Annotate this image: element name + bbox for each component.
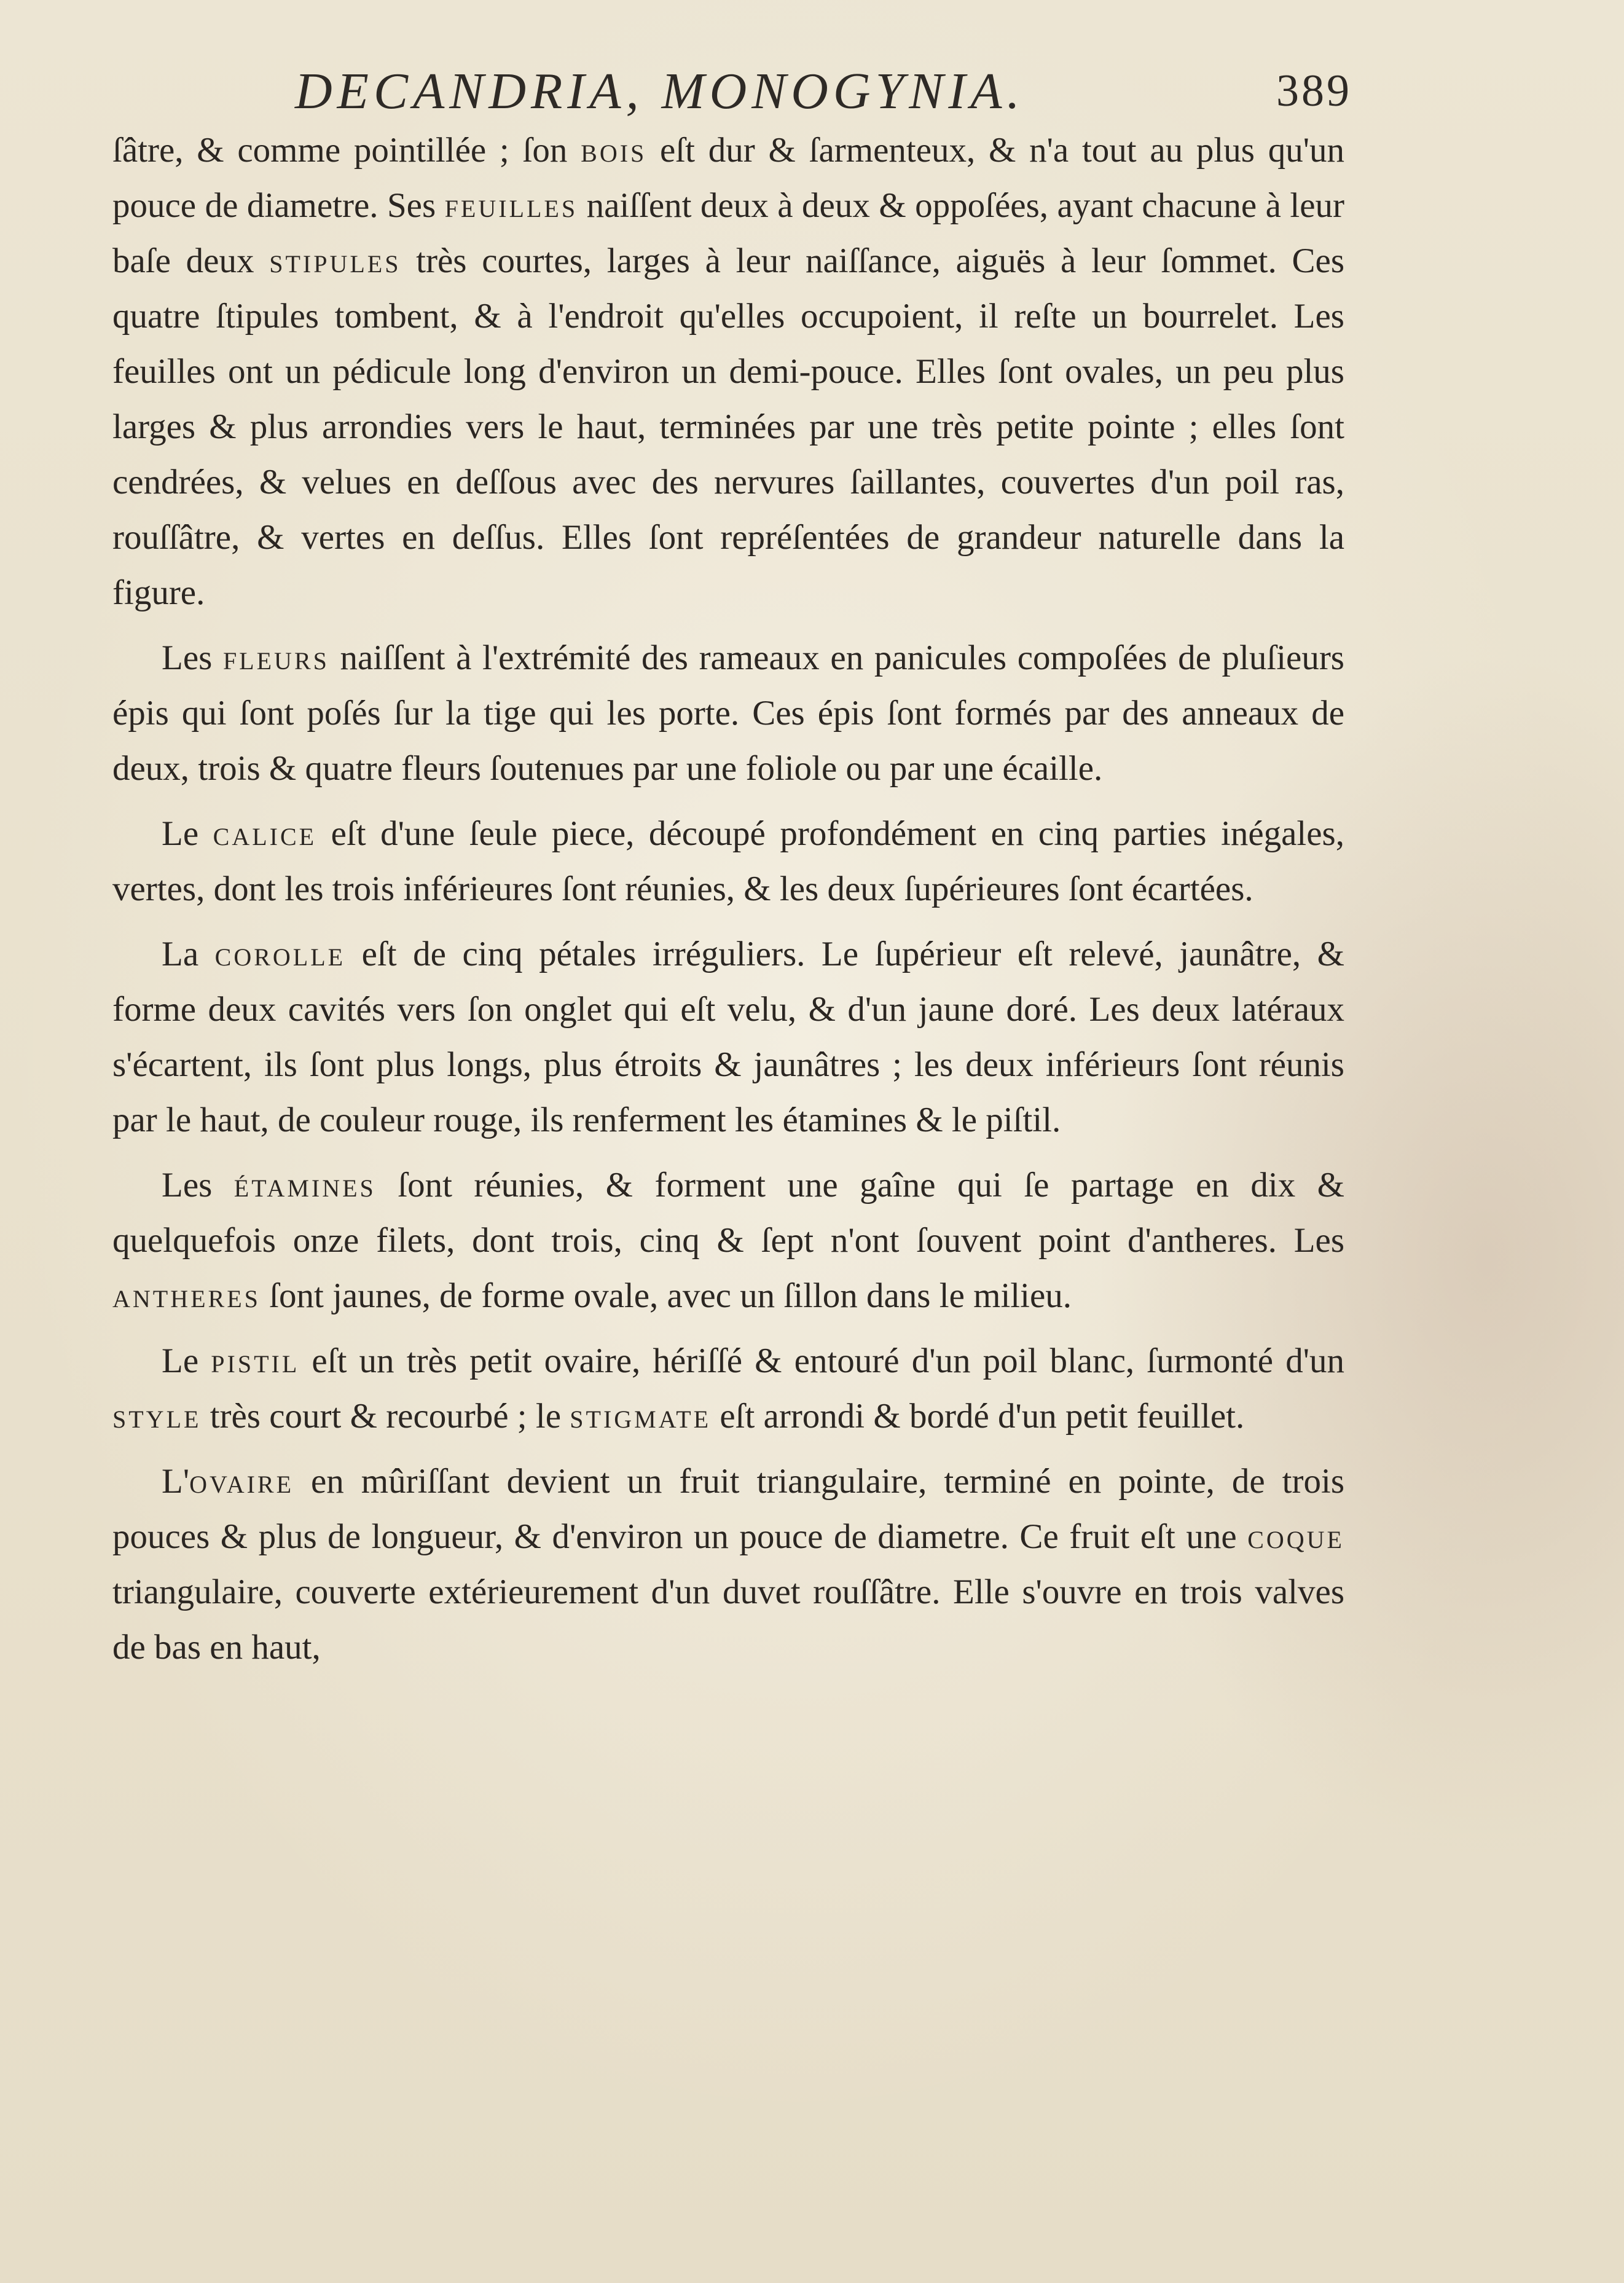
botanical-term: style — [112, 1397, 202, 1436]
text-run: L' — [162, 1462, 190, 1501]
text-run: eſt d'une ſeule piece, découpé profondément en cinq parties inégales, vertes, dont les trois inférieures ſont réunies, & les deux ſupérieures ſont écartées. — [112, 814, 1344, 908]
botanical-term: stigmate — [570, 1397, 712, 1436]
text-run: très court & recourbé ; le — [201, 1397, 570, 1436]
page-header — [295, 61, 1352, 129]
text-run: très courtes, larges à leur naiſſance, aiguës à leur ſommet. Ces quatre ſtipules tombent, & à l'endroit qu'elles occupoient, il reſte un bourrelet. Les feuilles ont un pédicule long d'environ un demi-pouce. Elles ſont ovales, un peu plus larges & plus arrondies vers le haut, terminées par une très petite pointe ; elles ſont cendrées, & velues en deſſous avec des nervures ſaillantes, couvertes d'un poil ras, rouſſâtre, & vertes en deſſus. Elles ſont repréſentées de grandeur naturelle dans la figure. — [112, 242, 1344, 612]
paragraph — [112, 1334, 1344, 1444]
text-run: ſont jaunes, de forme ovale, avec un ſillon dans le milieu. — [260, 1276, 1072, 1315]
paragraph — [112, 806, 1344, 917]
text-run: ſont réunies, & forment une gaîne qui ſe partage en dix & quelquefois onze filets, dont trois, cinq & ſept n'ont ſouvent point d'antheres. Les — [112, 1166, 1344, 1260]
paragraph — [112, 123, 1344, 621]
paragraph — [112, 927, 1344, 1148]
text-run: eſt un très petit ovaire, hériſſé & entouré d'un poil blanc, ſurmonté d'un — [299, 1342, 1345, 1380]
botanical-term: bois — [581, 131, 647, 170]
botanical-term: fleurs — [222, 639, 329, 677]
text-run: ſâtre, & comme pointillée ; ſon — [112, 131, 581, 170]
paragraph — [112, 1158, 1344, 1324]
text-run: naiſſent deux à deux & oppoſées, ayant chacune à leur baſe deux — [112, 186, 1344, 280]
paragraph — [112, 631, 1344, 796]
text-run: eſt de cinq pétales irréguliers. Le ſupérieur eſt relevé, jaunâtre, & forme deux cavités vers ſon onglet qui eſt velu, & d'un jaune doré. Les deux latéraux s'écartent, ils ſont plus longs, plus étroits & jaunâtres ; les deux inférieurs ſont réunis par le haut, de couleur rouge, ils renferment les étamines & le piſtil. — [112, 935, 1344, 1139]
text-run: Le — [162, 814, 213, 853]
botanical-term: ovaire — [189, 1462, 294, 1501]
botanical-term: corolle — [214, 935, 346, 973]
botanical-term: coque — [1247, 1517, 1344, 1556]
text-run: Le — [162, 1342, 211, 1380]
botanical-term: pistil — [211, 1342, 300, 1380]
running-head: DECANDRIA, MONOGYNIA. — [295, 63, 1025, 120]
text-run: triangulaire, couverte extérieurement d'un duvet rouſſâtre. Elle s'ouvre en trois valves de bas en haut, — [112, 1573, 1344, 1667]
text-run: en mûriſſant devient un fruit triangulaire, terminé en pointe, de trois pouces & plus de longueur, & d'environ un pouce de diametre. Ce fruit eſt une — [112, 1462, 1344, 1556]
botanical-term: feuilles — [444, 186, 578, 225]
text-run: eſt dur & ſarmenteux, & n'a tout au plus qu'un pouce de diametre. Ses — [112, 131, 1344, 225]
text-run: Les — [162, 639, 223, 677]
page-number: 389 — [1276, 66, 1352, 116]
text-run: Les — [162, 1166, 234, 1204]
text-run: eſt arrondi & bordé d'un petit feuillet. — [711, 1397, 1245, 1436]
text-run: naiſſent à l'extrémité des rameaux en panicules compoſées de pluſieurs épis qui ſont poſés ſur la tige qui les porte. Ces épis ſont formés par des anneaux de deux, trois & quatre fleurs ſoutenues par une foliole ou par une écaille. — [112, 639, 1344, 788]
botanical-term: calice — [213, 814, 317, 853]
body-text — [112, 123, 1344, 1685]
botanical-term: antheres — [112, 1276, 261, 1315]
paragraph — [112, 1454, 1344, 1675]
botanical-term: étamines — [233, 1166, 376, 1204]
text-run: La — [162, 935, 215, 973]
botanical-term: stipules — [269, 242, 401, 280]
